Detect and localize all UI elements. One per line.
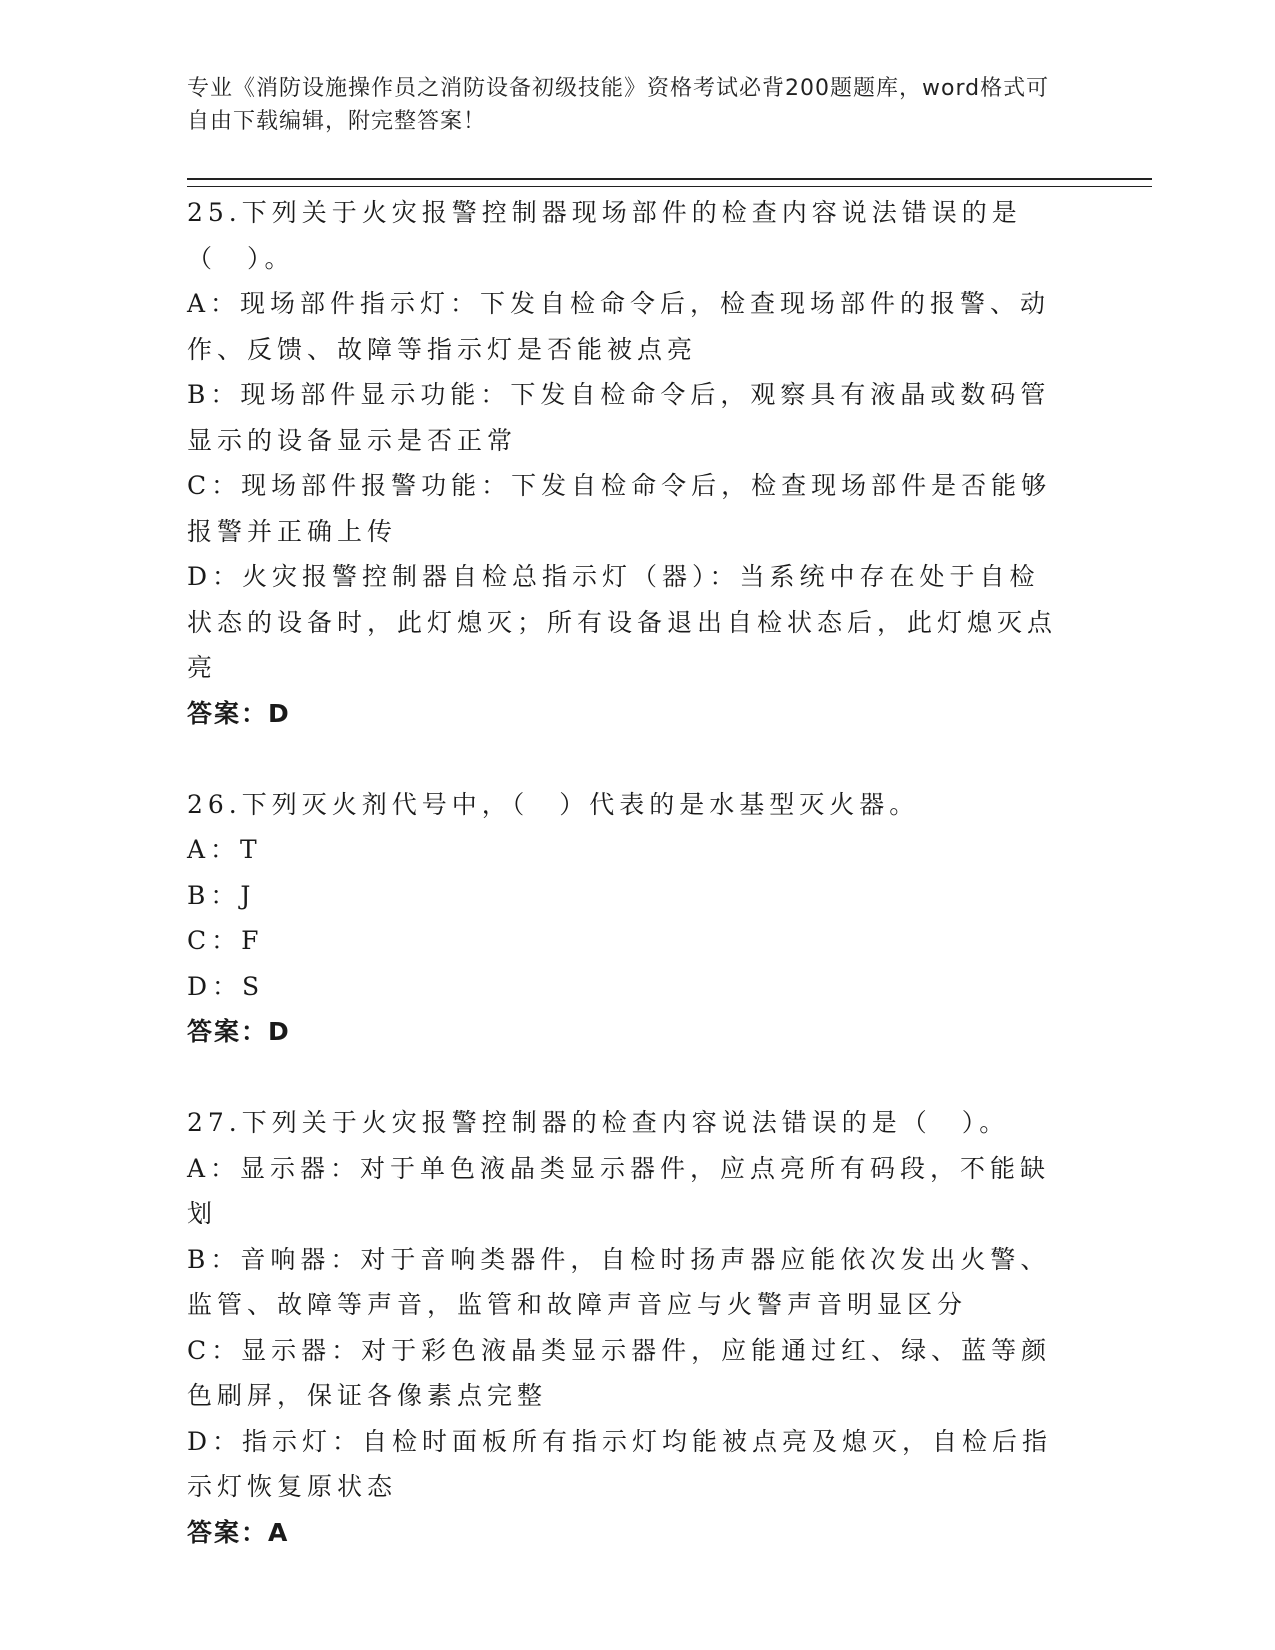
option-b: B：J — [187, 880, 256, 910]
header-divider — [187, 178, 1152, 187]
option-b: B：现场部件显示功能：下发自检命令后，观察具有液晶或数码管显示的设备显示是否正常 — [187, 380, 1051, 455]
option-b: B：音响器：对于音响类器件，自检时扬声器应能依次发出火警、监管、故障等声音，监管和故障声音应与火警声音明显区分 — [187, 1244, 1051, 1319]
answer-label: 答案：D — [187, 1017, 291, 1046]
answer-label: 答案：A — [187, 1517, 290, 1547]
question-stem: 27.下列关于火灾报警控制器的检查内容说法错误的是（ ）。 — [187, 1108, 1010, 1137]
spacer — [187, 1055, 1067, 1101]
option-d: D：火灾报警控制器自检总指示灯（器）：当系统中存在处于自检状态的设备时，此灯熄灭；所有设备退出自检状态后，此灯熄灭点亮 — [187, 562, 1058, 682]
option-a: A：现场部件指示灯：下发自检命令后，检查现场部件的报警、动作、反馈、故障等指示灯是否能被点亮 — [187, 289, 1051, 364]
option-c: C：显示器：对于彩色液晶类显示器件，应能通过红、绿、蓝等颜色刷屏，保证各像素点完整 — [187, 1335, 1052, 1410]
question-27 — [187, 1100, 1067, 1555]
option-a: A：显示器：对于单色液晶类显示器件，应点亮所有码段，不能缺划 — [187, 1153, 1051, 1228]
question-25 — [187, 190, 1067, 736]
header-text: 专业《消防设施操作员之消防设备初级技能》资格考试必背200题题库，word格式可自由下载编辑，附完整答案！ — [187, 76, 1050, 134]
question-stem: 26.下列灭火剂代号中，（ ）代表的是水基型灭火器。 — [187, 789, 920, 819]
option-d: D：指示灯：自检时面板所有指示灯均能被点亮及熄灭，自检后指示灯恢复原状态 — [187, 1426, 1053, 1501]
option-c: C：F — [187, 926, 264, 955]
option-d: D：S — [187, 971, 265, 1001]
answer-label: 答案：D — [187, 698, 291, 728]
option-a: A：T — [187, 835, 262, 864]
document-header — [187, 72, 1067, 138]
question-list — [187, 190, 1067, 1555]
spacer — [187, 736, 1067, 782]
question-stem: 25.下列关于火灾报警控制器现场部件的检查内容说法错误的是（ ）。 — [187, 198, 1022, 273]
question-26 — [187, 782, 1067, 1055]
option-c: C：现场部件报警功能：下发自检命令后，检查现场部件是否能够报警并正确上传 — [187, 471, 1052, 546]
